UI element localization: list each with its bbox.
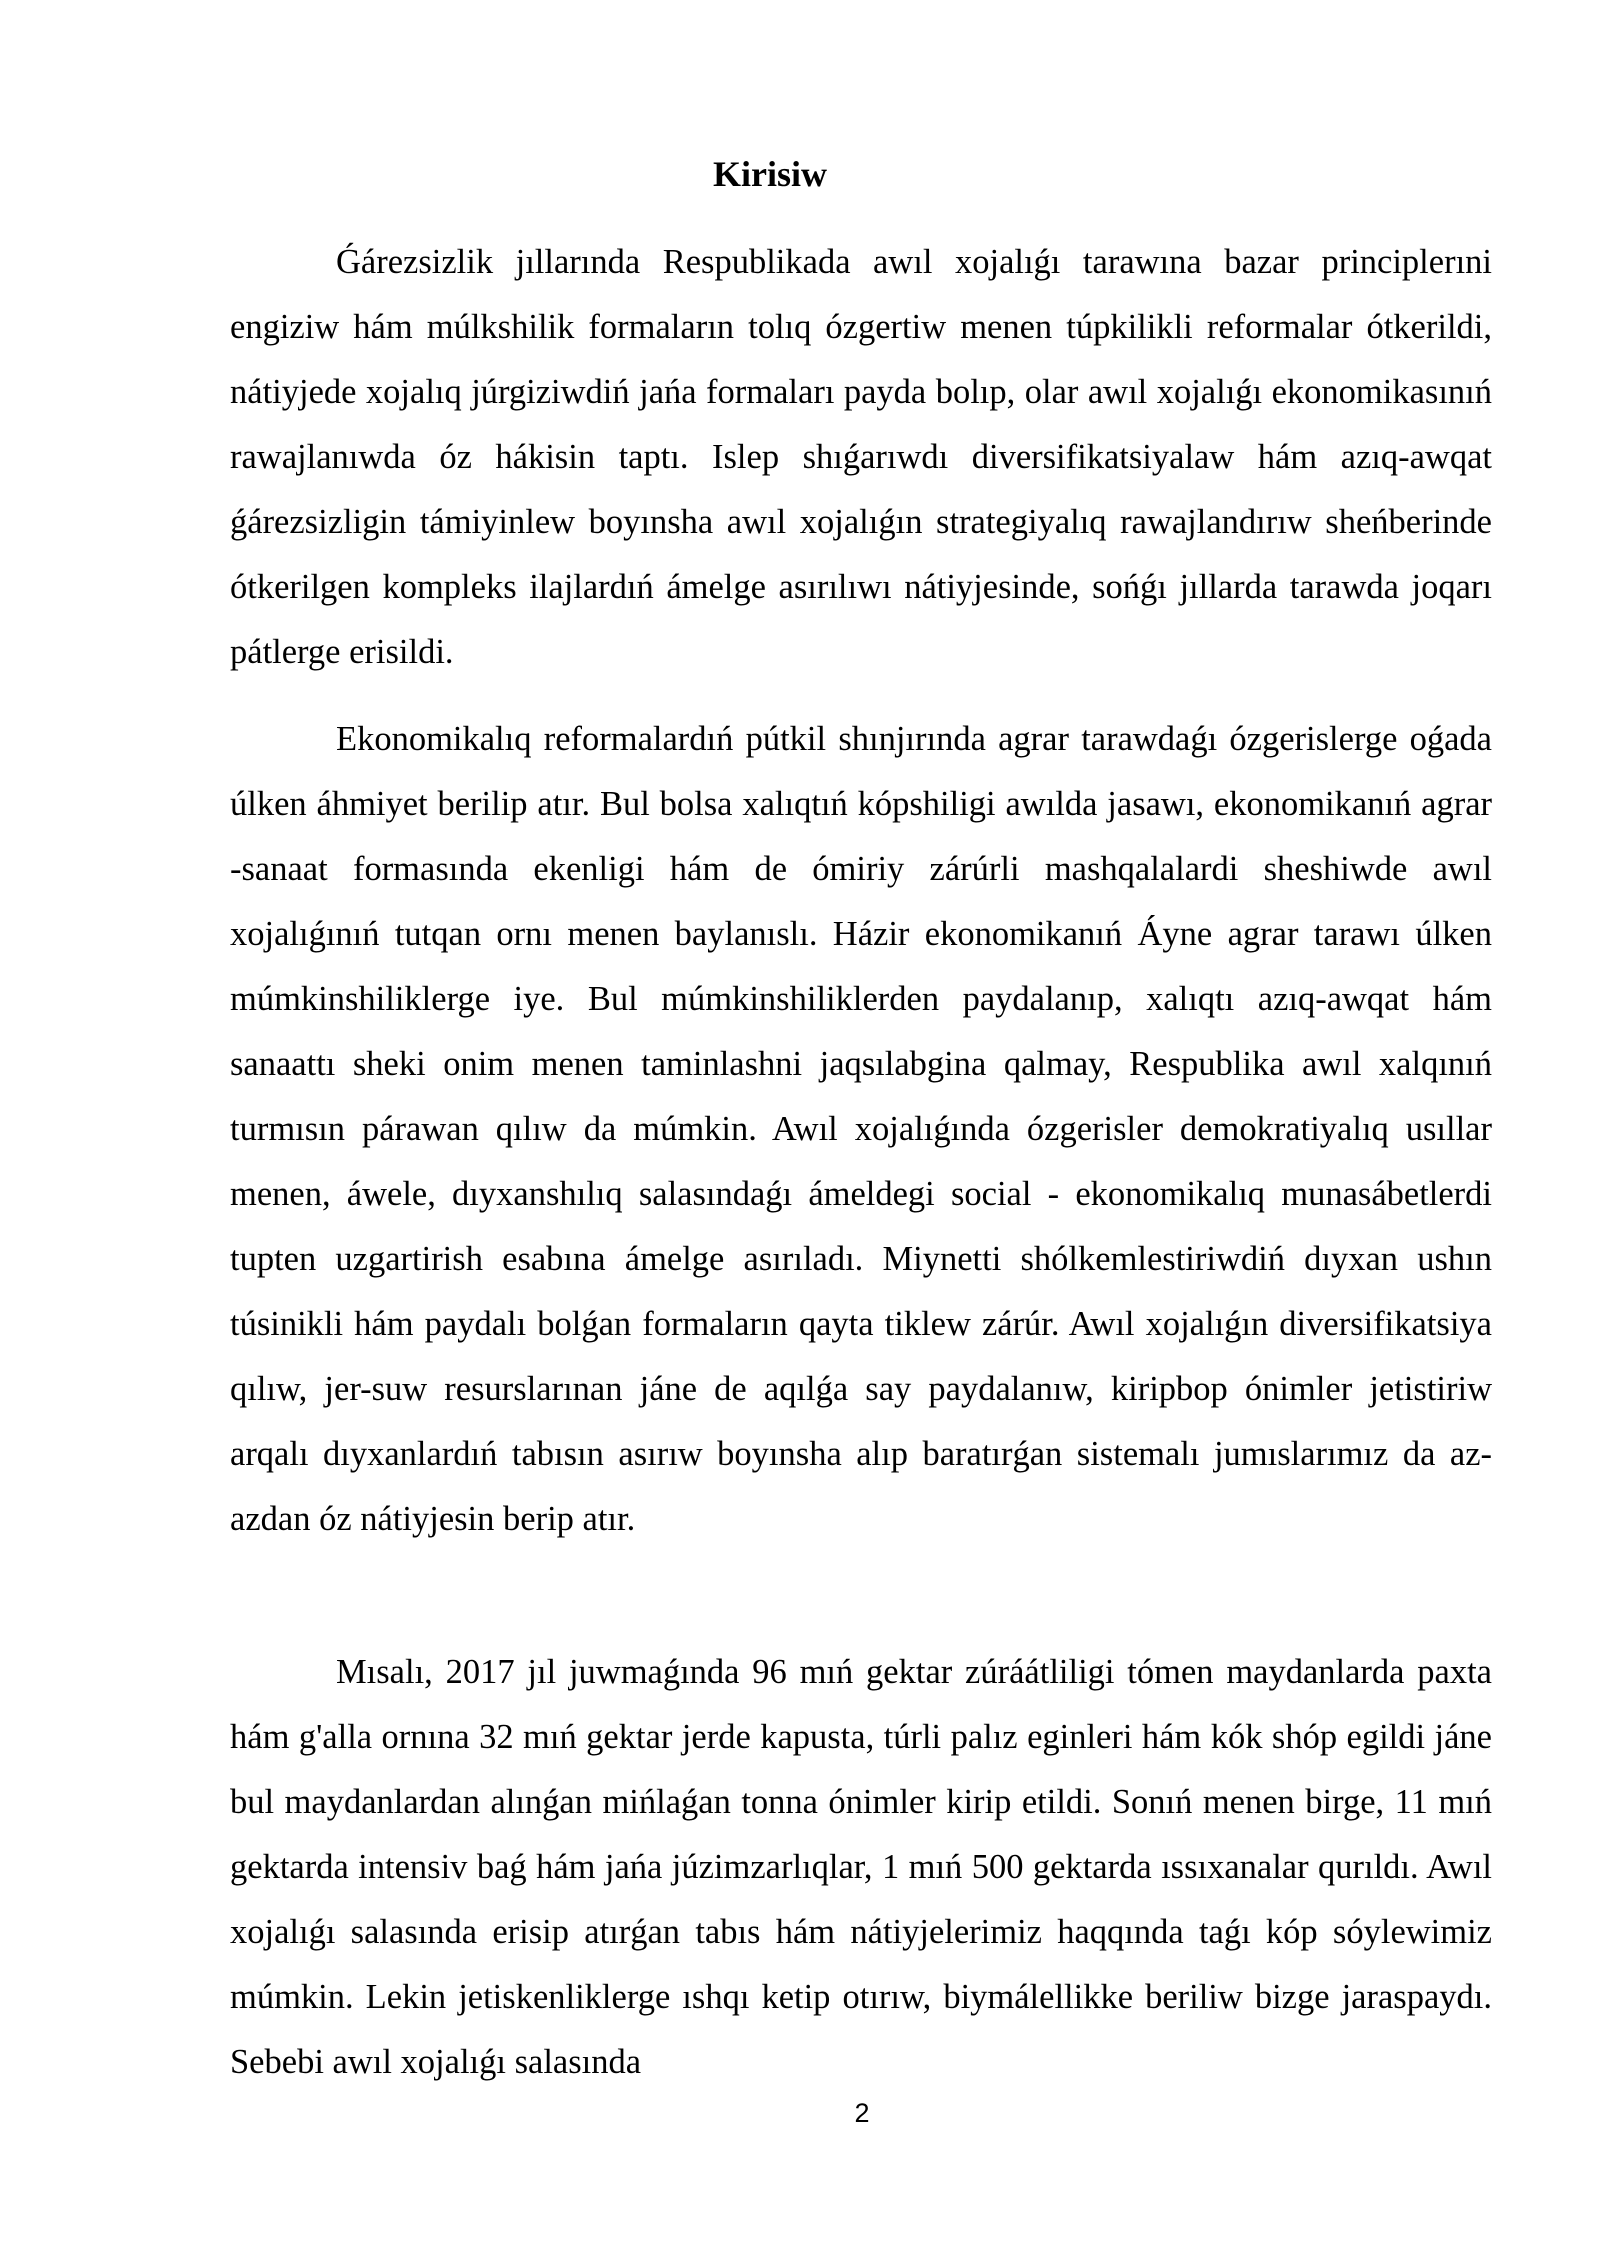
paragraph-2: Ekonomikalıq reformalardıń pútkil shınjırında agrar tarawdaǵı ózgerislerge oǵada úlken áhmiyet berilip atır. Bul bolsa xalıqtıń kópshiligi awılda jasawı, ekonomikanıń agrar -sanaat formasında ekenligi hám de ómiriy zárúrli mashqalalardi sheshiwde awıl xojalıǵınıń tutqan ornı menen baylanıslı. Házir ekonomikanıń Áyne agrar tarawı úlken múmkinshiliklerge iye. Bul múmkinshiliklerden paydalanıp, xalıqtı azıq-awqat hám sanaattı sheki onim menen taminlashni jaqsılabgina qalmay, Respublika awıl xalqınıń turmısın párawan qılıw da múmkin. Awıl xojalıǵında ózgerisler demokratiyalıq usıllar menen, áwele, dıyxanshılıq salasındaǵı ámeldegi social - ekonomikalıq munasábetlerdi tupten uzgartirish esabına ámelge asırıladı. Miynetti shólkemlestiriwdiń dıyxan ushın túsinikli hám paydalı bolǵan formaların qayta tiklew zárúr. Awıl xojalıǵın diversifikatsiya qılıw, jer-suw resurslarınan jáne de aqılǵa say paydalanıw, kiripbop ónimler jetistiriw arqalı dıyxanlardıń tabısın asırıw boyınsha alıp baratırǵan sistemalı jumıslarımız da az-azdan óz nátiyjesin berip atır. <box>230 720 1492 1538</box>
paragraph-1: Ǵárezsizlik jıllarında Respublikada awıl xojalıǵı tarawına bazar principlerıni engiziw hám múlkshilik formaların tolıq ózgertiw menen túpkilikli reformalar ótkerildi, nátiyjede xojalıq júrgiziwdiń jańa formaları payda bolıp, olar awıl xojalıǵı ekonomikasınıń rawajlanıwda óz hákisin taptı. Islep shıǵarıwdı diversifikatsiyalaw hám azıq-awqat ǵárezsizligin támiyinlew boyınsha awıl xojalıǵın strategiyalıq rawajlandırıw sheńberinde ótkerilgen kompleks ilajlardıń ámelge asırılıwı nátiyjesinde, sońǵı jıllarda tarawda joqarı pátlerge erisildi. <box>230 243 1492 671</box>
paragraph-3: Mısalı, 2017 jıl juwmaǵında 96 mıń gektar zúráátliligi tómen maydanlarda paxta hám g'alla ornına 32 mıń gektar jerde kapusta, túrli palız eginleri hám kók shóp egildi jáne bul maydanlardan alınǵan mińlaǵan tonna ónimler kirip etildi. Sonıń menen birge, 11 mıń gektarda intensiv baǵ hám jańa júzimzarlıqlar, 1 mıń 500 gektarda ıssıxanalar qurıldı. Awıl xojalıǵı salasında erisip atırǵan tabıs hám nátiyjelerimiz haqqında taǵı kóp sóylewimiz múmkin. Lekin jetiskenliklerge ıshqı ketip otırıw, biymálellikke beriliw bizge jaraspaydı. Sebebi awıl xojalıǵı salasında <box>230 1653 1492 2081</box>
page-title: Kirisiw <box>713 154 827 194</box>
page-number: 2 <box>854 2098 870 2128</box>
